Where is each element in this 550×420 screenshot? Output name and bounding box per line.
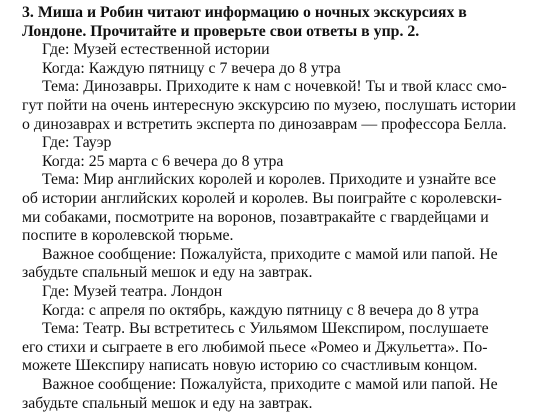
nhm-topic-line-2: гут пойти на очень интересную экскурсию по музею, послушать истории	[22, 97, 516, 114]
theatre-topic-line-1: Тема: Театр. Вы встретитесь с Уильямом Шекспиром, послушаете	[42, 320, 489, 338]
nhm-topic-line-3: о динозаврах и встретить эксперта по динозаврам — профессора Белла.	[22, 115, 507, 133]
exercise-heading-text: Миша и Робин читают информацию о ночных экскурсиях в	[37, 4, 467, 21]
theatre-topic-line-2: его стихи и сыграете в его любимой пьесе «Ромео и Джульетта». По-	[22, 338, 488, 356]
exercise-heading-line-1	[22, 4, 550, 22]
tower-when: Когда: 25 марта с 6 вечера до 8 утра	[42, 152, 284, 170]
theatre-notice-line-2: забудьте спальный мешок и еду на завтрак.	[22, 394, 313, 412]
exercise-heading-line-2: Лондоне. Прочитайте и проверьте свои ответы в упр. 2.	[22, 22, 420, 40]
theatre-topic-line-3: можете Шекспиру написать новую историю со счастливым концом.	[22, 357, 478, 375]
theatre-where: Где: Музей театра. Лондон	[42, 283, 223, 300]
tower-topic-line-3: ми собаками, посмотрите на воронов, позавтракайте с гвардейцами и	[22, 208, 489, 226]
tower-topic-line-1: Тема: Мир английских королей и королев. Приходите и узнайте все	[42, 171, 496, 189]
nhm-topic-line-1: Тема: Динозавры. Приходите к нам с ночевкой! Ты и твой класс смо-	[42, 78, 507, 96]
tower-notice-line-1: Важное сообщение: Пожалуйста, приходите с мамой или папой. Не	[42, 245, 498, 263]
tower-topic-line-2: об истории английских королей и королев. Вы поиграйте с королевски-	[22, 190, 502, 207]
theatre-notice-line-1: Важное сообщение: Пожалуйста, приходите с мамой или папой. Не	[42, 376, 498, 393]
theatre-when: Когда: с апреля по октябрь, каждую пятницу с 8 вечера до 8 утра	[42, 301, 479, 319]
nhm-where: Где: Музей естественной истории	[42, 41, 270, 59]
exercise-number: 3.	[22, 4, 34, 21]
tower-notice-line-2: забудьте спальный мешок и еду на завтрак.	[22, 264, 313, 282]
tower-where: Где: Тауэр	[42, 134, 112, 152]
tower-topic-line-4: поспите в королевской тюрьме.	[22, 227, 234, 245]
nhm-when: Когда: Каждую пятницу с 7 вечера до 8 утра	[42, 59, 341, 77]
